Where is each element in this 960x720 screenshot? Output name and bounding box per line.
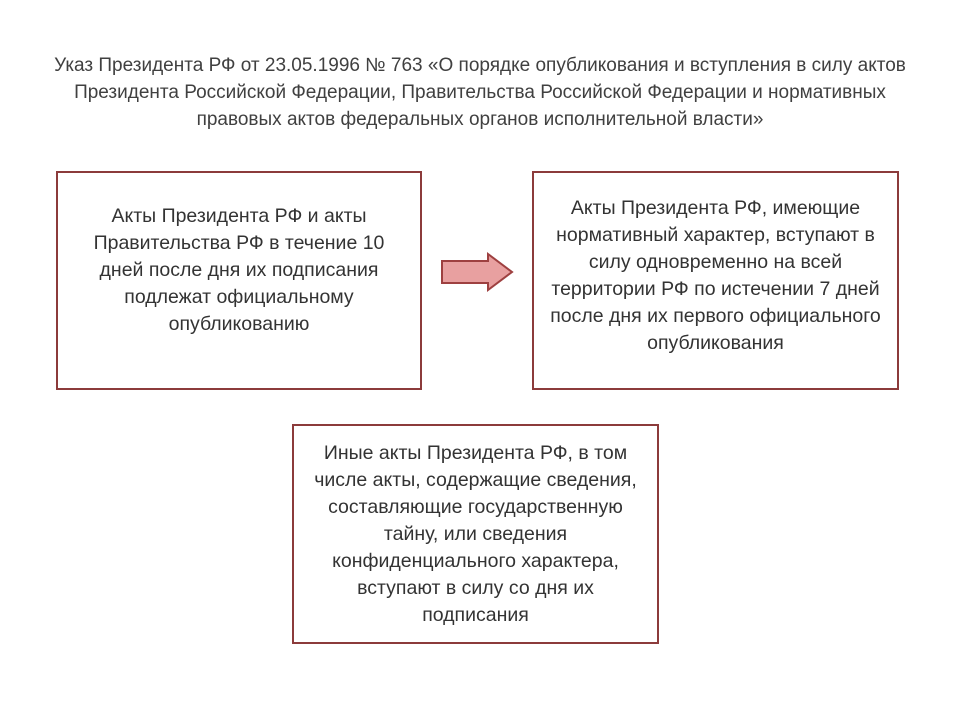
decree-title: Указ Президента РФ от 23.05.1996 № 763 «О порядке опубликования и вступления в силу актов Президента Российской Федерации, Правительства Российской Федерации и нормативных правовых актов федеральных органов исполнительной власти» (54, 55, 906, 130)
publication-box (56, 171, 422, 390)
entry-into-force-text: Акты Президента РФ, имеющие нормативный характер, вступают в силу одновременно на всей территории РФ по истечении 7 дней после дня их первого официального опубликования (550, 196, 881, 354)
other-acts-text: Иные акты Президента РФ, в том числе акты, содержащие сведения, составляющие государственную тайну, или сведения конфиденциального характера, вступают в силу со дня их подписания (314, 441, 637, 626)
publication-text: Акты Президента РФ и акты Правительства РФ в течение 10 дней после дня их подписания подлежат официальному опубликованию (93, 205, 385, 335)
other-acts-box (292, 424, 659, 644)
right-arrow-icon (440, 252, 514, 292)
entry-into-force-box (532, 171, 899, 390)
